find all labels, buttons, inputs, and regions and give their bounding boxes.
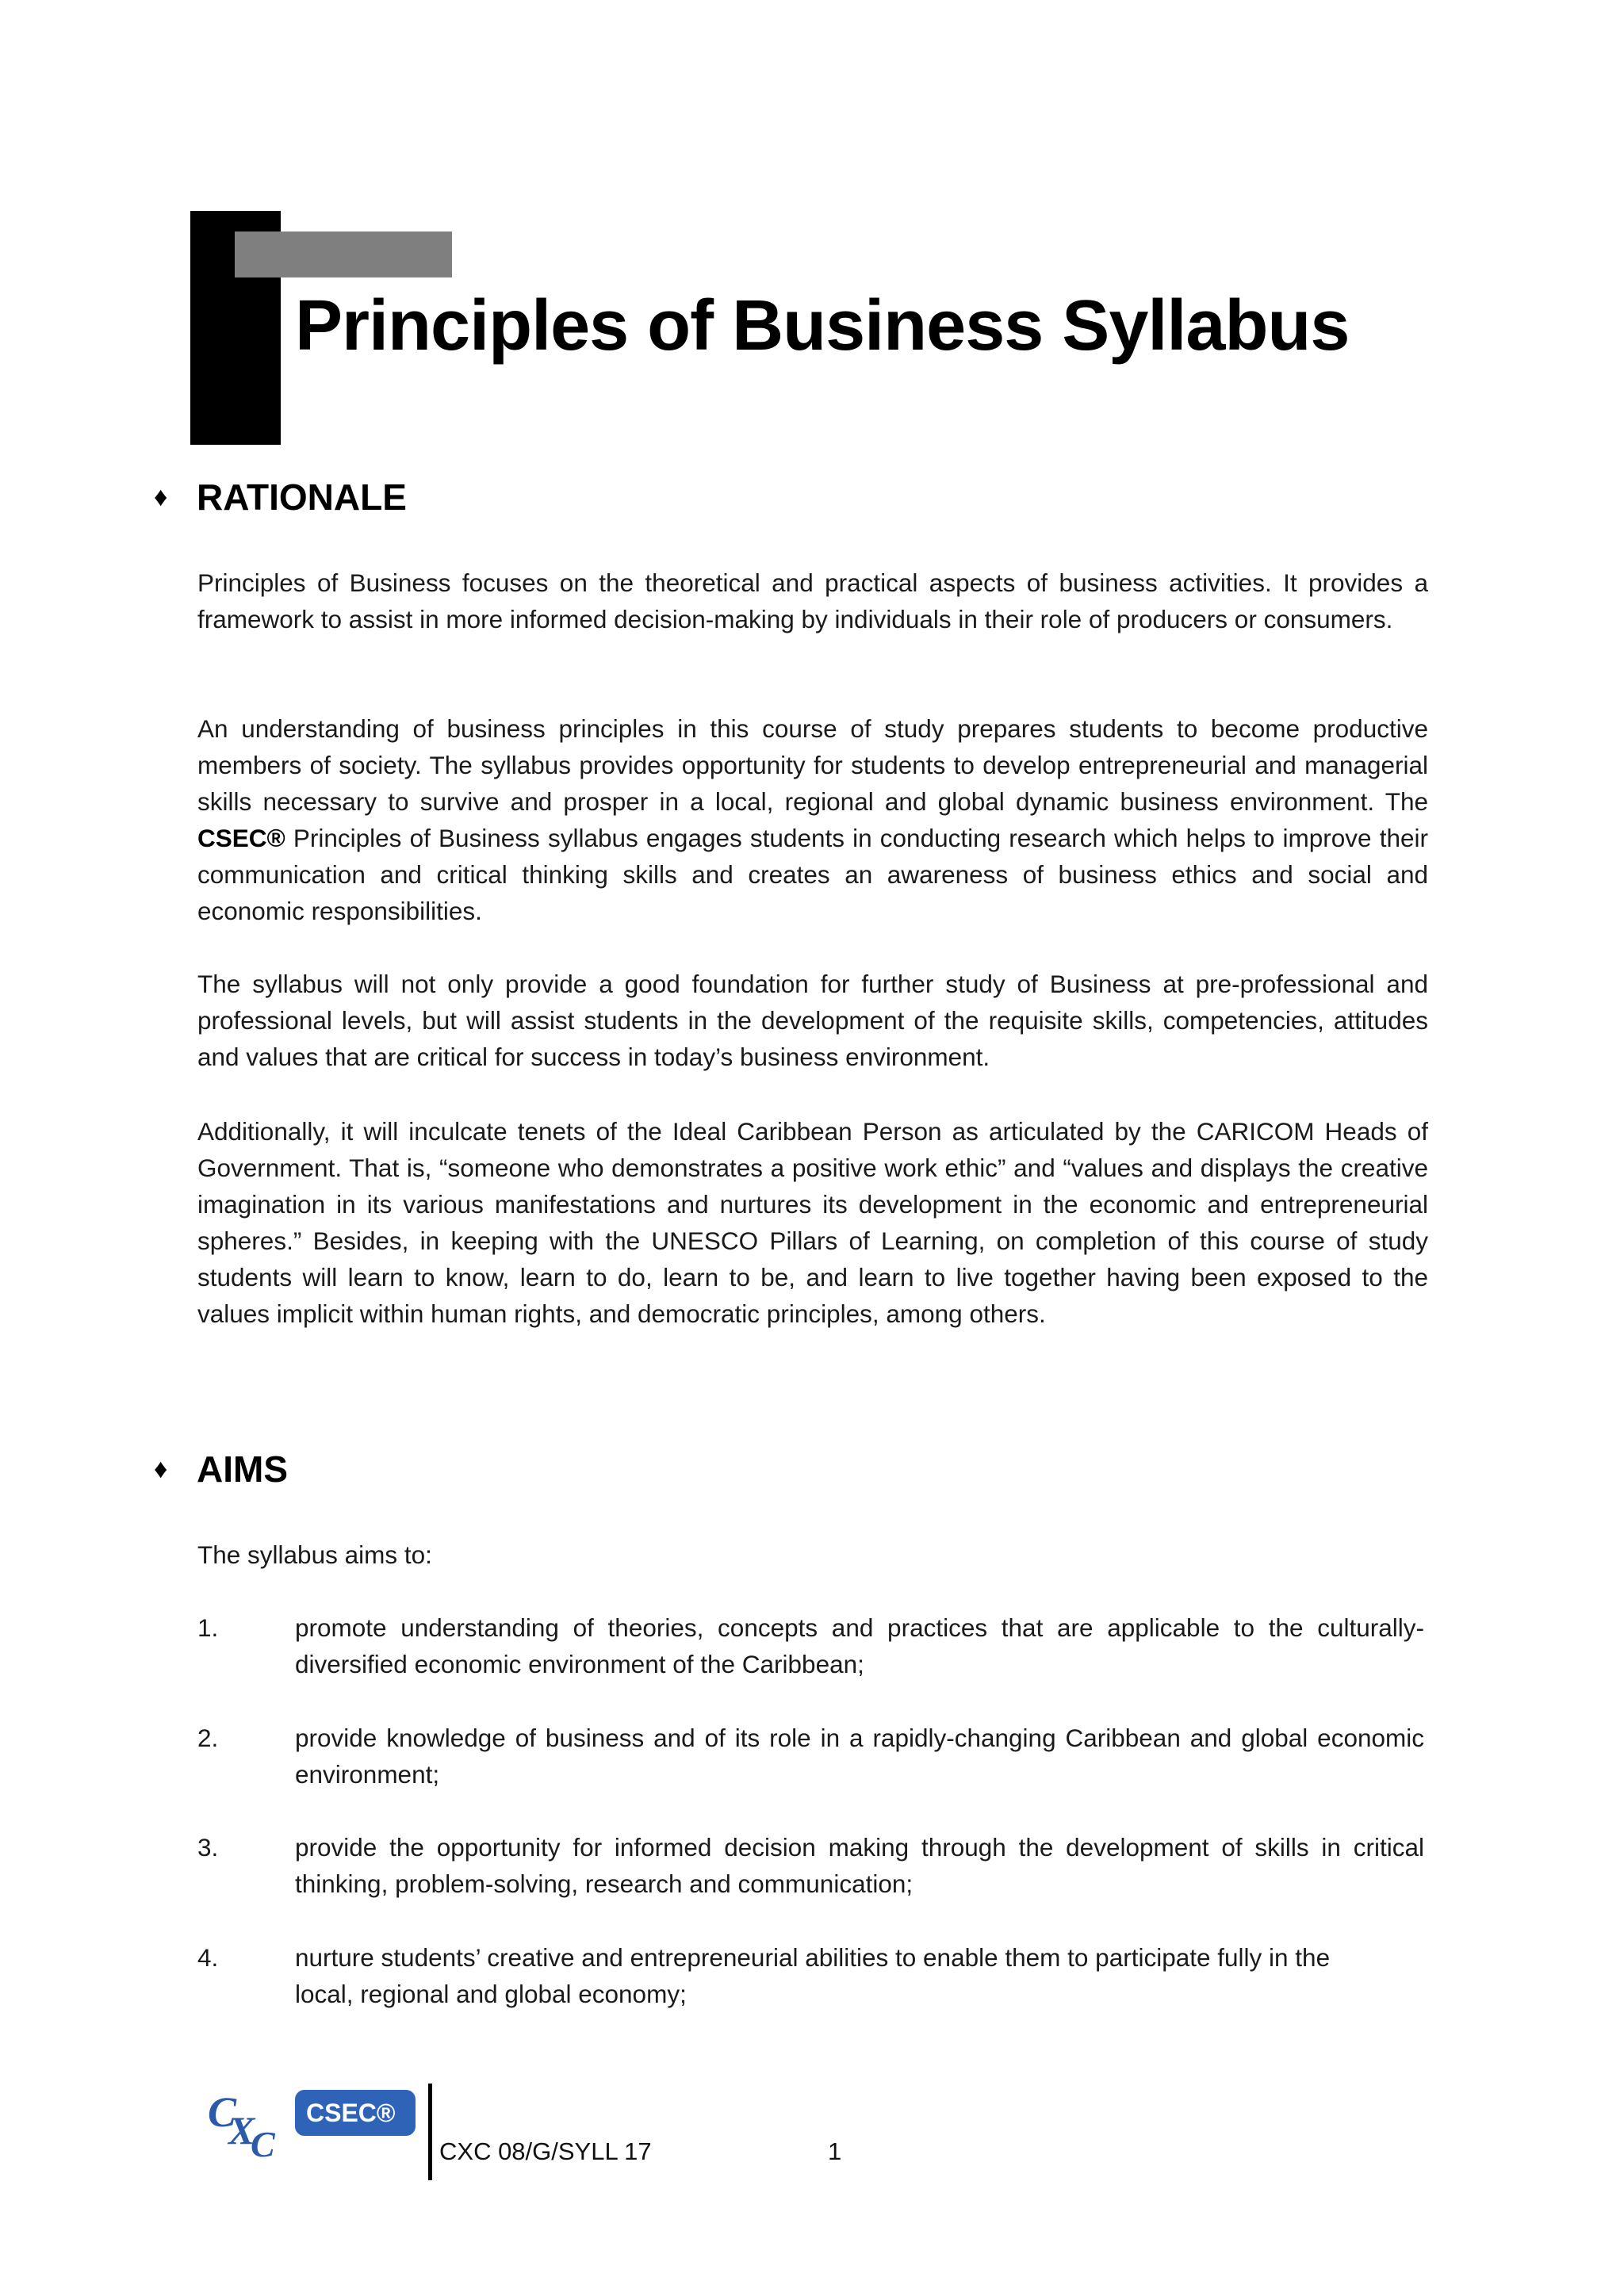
aim-number: 2. <box>197 1724 219 1752</box>
diamond-bullet-icon: ♦ <box>154 1453 168 1484</box>
aims-intro: The syllabus aims to: <box>197 1540 432 1569</box>
aim-number: 1. <box>197 1613 219 1642</box>
aim-number: 4. <box>197 1943 219 1972</box>
rationale-paragraph-1: Principles of Business focuses on the theoretical and practical aspects of business activities. It provides a framework to assist in more informed decision-making by individuals in their role of producers or consumers. <box>197 568 1428 633</box>
page-title: Principles of Business Syllabus <box>295 286 1350 365</box>
section-heading-label: AIMS <box>197 1448 288 1490</box>
section-heading-label: RATIONALE <box>197 476 407 518</box>
cxc-logo-letter: C <box>208 2088 237 2136</box>
aim-item-4: nurture students’ creative and entrepreneurial abilities to enable them to participate fully in the local, regional and global economy; <box>295 1943 1331 2008</box>
section-heading-aims <box>154 1448 288 1490</box>
rationale-paragraph-2-text-b: Principles of Business syllabus engages students in conducting research which helps to improve their communication and critical thinking skills and creates an awareness of business ethics and social and economic responsibilities. <box>197 824 1428 925</box>
diamond-bullet-icon: ♦ <box>154 481 168 512</box>
aim-number: 3. <box>197 1833 219 1862</box>
rationale-paragraph-4: Additionally, it will inculcate tenets of the Ideal Caribbean Person as articulated by the CARICOM Heads of Government. That is, “someone who demonstrates a positive work ethic” and “values and displays the creative imagination in its various manifestations and nurtures its development in the economic and entrepreneurial spheres.” Besides, in keeping with the UNESCO Pillars of Learning, on completion of this course of study students will learn to know, learn to do, learn to be, and learn to live together having been exposed to the values implicit within human rights, and democratic principles, among others. <box>197 1117 1428 1328</box>
csec-badge-text: CSEC® <box>306 2099 396 2127</box>
cxc-csec-logo <box>206 2085 417 2158</box>
cxc-logo-mark <box>208 2088 276 2158</box>
cxc-logo-letter: C <box>251 2124 275 2158</box>
cxc-logo-letter: X <box>228 2108 255 2152</box>
rationale-paragraph-3: The syllabus will not only provide a good foundation for further study of Business at pre-professional and professional levels, but will assist students in the development of the requisite skills, competencies, attitudes and values that are critical for success in today’s business environment. <box>197 970 1428 1071</box>
aim-item-3: provide the opportunity for informed decision making through the development of skills in critical thinking, problem-solving, research and communication; <box>295 1833 1424 1898</box>
page-number: 1 <box>828 2137 842 2165</box>
rationale-paragraph-2-text-a: An understanding of business principles in this course of study prepares students to become productive members of society. The syllabus provides opportunity for students to develop entrepreneurial and managerial skills necessary to survive and prosper in a local, regional and global dynamic business environment. The <box>197 714 1428 816</box>
section-heading-rationale <box>154 476 407 519</box>
aim-item-1: promote understanding of theories, concepts and practices that are applicable to the culturally-diversified economic environment of the Caribbean; <box>295 1613 1424 1678</box>
syllabus-code: CXC 08/G/SYLL 17 <box>439 2137 652 2165</box>
csec-mark: CSEC® <box>197 824 285 852</box>
title-decoration-grey-bar <box>235 232 452 277</box>
footer-divider <box>428 2084 432 2180</box>
aim-item-2: provide knowledge of business and of its role in a rapidly-changing Caribbean and global economic environment; <box>295 1724 1424 1789</box>
rationale-paragraph-2 <box>197 710 1428 929</box>
